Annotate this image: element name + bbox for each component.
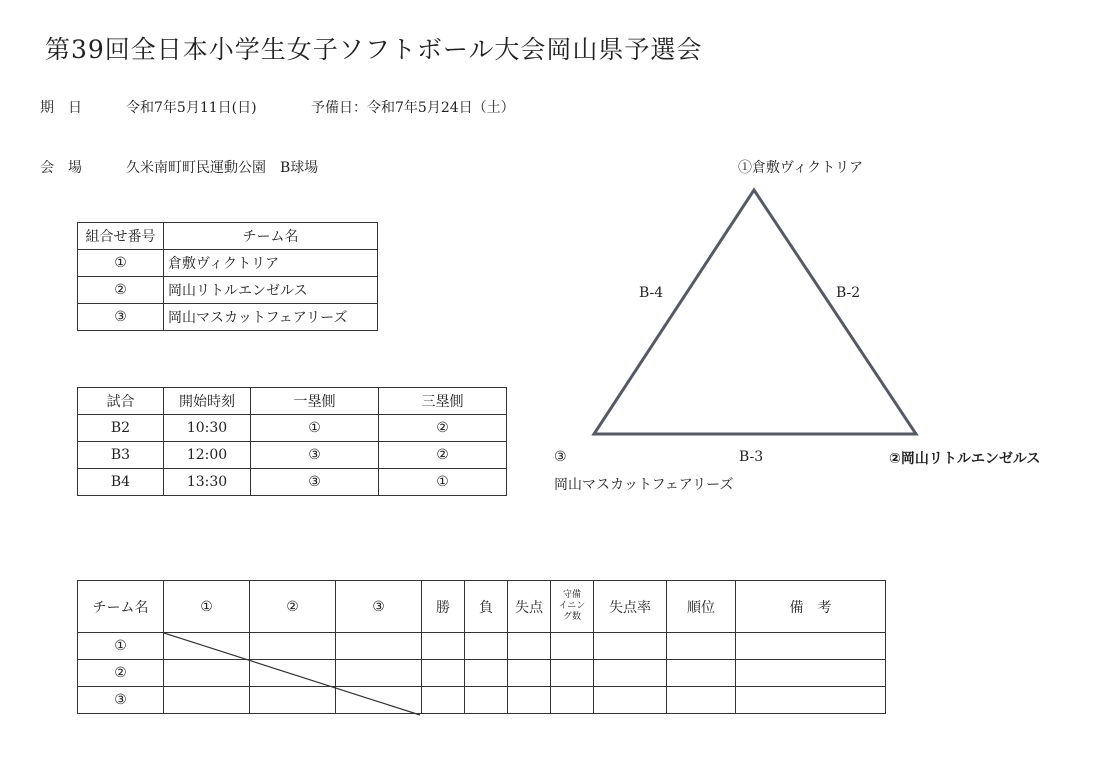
diagram-bottom-left-number: ③ [554,449,567,465]
standings-header-defense-innings [551,581,594,633]
table-row [78,660,886,687]
match-game: B4 [78,469,164,496]
date-label: 期 日 [40,100,82,116]
standings-header-runs-allowed: 失点 [508,581,551,633]
standings-team: ① [78,633,164,660]
combo-number: ① [78,250,164,277]
combo-number: ② [78,277,164,304]
match-game: B3 [78,442,164,469]
table-row [78,633,886,660]
match-third: ② [379,415,507,442]
standings-header-remarks: 備 考 [736,581,886,633]
diagram-edge-right: B-2 [836,285,861,301]
date-value: 令和7年5月11日(日) [126,100,257,116]
reserve-date-value: 令和7年5月24日（土） [367,100,515,116]
match-header-third-base: 三塁側 [379,388,507,415]
inning-label-line3: グ数 [562,612,581,622]
combo-header-number: 組合せ番号 [78,223,164,250]
match-header-time: 開始時刻 [164,388,251,415]
standings-team: ③ [78,687,164,714]
standings-table [77,580,886,714]
match-third: ② [379,442,507,469]
combo-team: 岡山リトルエンゼルス [164,277,378,304]
match-third: ① [379,469,507,496]
diagram-top-team: ①倉敷ヴィクトリア [738,160,864,176]
match-first: ③ [251,469,379,496]
inning-label-line1: 守備 [562,590,581,600]
standings-header-team2: ② [250,581,336,633]
match-time: 10:30 [164,415,251,442]
match-first: ③ [251,442,379,469]
standings-team: ② [78,660,164,687]
triangle-shape [594,190,916,434]
diagram-bottom-right-team: ②岡山リトルエンゼルス [889,451,1041,467]
combo-team: 倉敷ヴィクトリア [164,250,378,277]
table-row [78,687,886,714]
diagram-edge-bottom: B-3 [739,449,764,465]
standings-header-run-rate: 失点率 [594,581,667,633]
standings-header-team1: ① [164,581,250,633]
match-time: 13:30 [164,469,251,496]
diagram-bottom-left-team: 岡山マスカットフェアリーズ [554,477,734,493]
standings-header-rank: 順位 [667,581,736,633]
page-title: 第39回全日本小学生女子ソフトボール大会岡山県予選会 [45,35,703,64]
match-header-first-base: 一塁側 [251,388,379,415]
inning-label-line2: イニン [558,601,586,611]
diagram-edge-left: B-4 [639,285,664,301]
combo-number: ③ [78,304,164,331]
standings-header-team: チーム名 [78,581,164,633]
match-first: ① [251,415,379,442]
match-game: B2 [78,415,164,442]
combo-team: 岡山マスカットフェアリーズ [164,304,378,331]
venue-label: 会 場 [40,160,82,176]
combo-header-team: チーム名 [164,223,378,250]
match-header-game: 試合 [78,388,164,415]
match-time: 12:00 [164,442,251,469]
venue-value: 久米南町町民運動公園 B球場 [126,160,319,176]
standings-header-wins: 勝 [422,581,465,633]
reserve-date-label: 予備日： [311,100,367,116]
standings-header-losses: 負 [465,581,508,633]
standings-header-team3: ③ [336,581,422,633]
